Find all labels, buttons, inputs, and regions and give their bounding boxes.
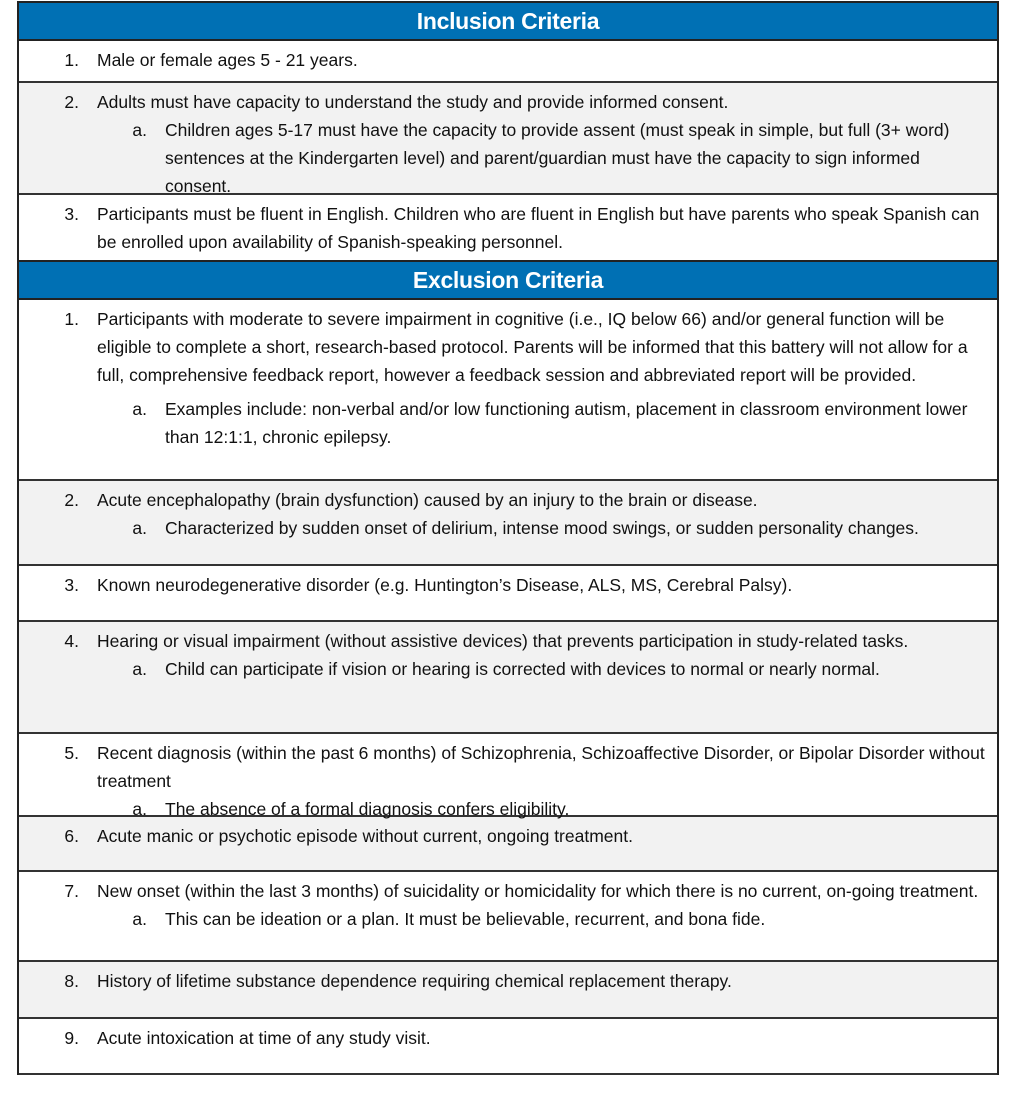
item-number: 8.	[64, 971, 79, 991]
exclusion-row-3	[19, 566, 997, 622]
sub-item-letter: a.	[132, 659, 147, 679]
sub-item-text: Children ages 5-17 must have the capacity to provide assent (must speak in simple, but full (3+ word) sentences at the Kindergarten level) and parent/guardian must have the capacity to sign informed consent.	[165, 120, 950, 196]
item-text: Known neurodegenerative disorder (e.g. Huntington’s Disease, ALS, MS, Cerebral Palsy).	[97, 575, 793, 595]
item-text: New onset (within the last 3 months) of suicidality or homicidality for which there is no current, on-going treatment.	[97, 881, 979, 901]
item-number: 3.	[64, 575, 79, 595]
sub-item-text: The absence of a formal diagnosis confers eligibility.	[165, 799, 570, 819]
inclusion-row-3	[19, 195, 997, 260]
item-text: Acute manic or psychotic episode without current, ongoing treatment.	[97, 826, 633, 846]
criteria-table	[17, 1, 999, 1075]
item-number: 9.	[64, 1028, 79, 1048]
sub-item-letter: a.	[132, 799, 147, 819]
sub-item-text: Characterized by sudden onset of delirium, intense mood swings, or sudden personality changes.	[165, 518, 919, 538]
exclusion-row-4	[19, 622, 997, 734]
exclusion-row-8	[19, 962, 997, 1019]
item-number: 3.	[64, 204, 79, 224]
exclusion-row-5	[19, 734, 997, 817]
item-text: Acute encephalopathy (brain dysfunction) caused by an injury to the brain or disease.	[97, 490, 758, 510]
sub-item-letter: a.	[132, 909, 147, 929]
exclusion-header: Exclusion Criteria	[19, 260, 997, 300]
inclusion-row-2	[19, 83, 997, 195]
exclusion-row-6	[19, 817, 997, 872]
exclusion-row-1	[19, 300, 997, 481]
item-text: Male or female ages 5 - 21 years.	[97, 50, 358, 70]
sub-item-letter: a.	[132, 120, 147, 140]
item-number: 2.	[64, 490, 79, 510]
item-text: Adults must have capacity to understand the study and provide informed consent.	[97, 92, 729, 112]
exclusion-row-7	[19, 872, 997, 962]
item-number: 2.	[64, 92, 79, 112]
item-number: 7.	[64, 881, 79, 901]
item-text: Acute intoxication at time of any study visit.	[97, 1028, 431, 1048]
item-number: 1.	[64, 309, 79, 329]
item-text: Participants must be fluent in English. Children who are fluent in English but have parents who speak Spanish can be enrolled upon availability of Spanish-speaking personnel.	[97, 204, 980, 252]
exclusion-row-2	[19, 481, 997, 566]
item-number: 4.	[64, 631, 79, 651]
inclusion-header: Inclusion Criteria	[19, 1, 997, 41]
item-number: 6.	[64, 826, 79, 846]
item-text: Recent diagnosis (within the past 6 months) of Schizophrenia, Schizoaffective Disorder, or Bipolar Disorder without treatment	[97, 743, 985, 791]
sub-item-text: Examples include: non-verbal and/or low functioning autism, placement in classroom environment lower than 12:1:1, chronic epilepsy.	[165, 399, 968, 447]
item-text: Hearing or visual impairment (without assistive devices) that prevents participation in study-related tasks.	[97, 631, 909, 651]
item-text: Participants with moderate to severe impairment in cognitive (i.e., IQ below 66) and/or general function will be eligible to complete a short, research-based protocol. Parents will be informed that this battery will not allow for a full, comprehensive feedback report, however a feedback session and abbreviated report will be provided.	[97, 309, 968, 385]
item-number: 5.	[64, 743, 79, 763]
item-text: History of lifetime substance dependence requiring chemical replacement therapy.	[97, 971, 732, 991]
sub-item-text: This can be ideation or a plan. It must be believable, recurrent, and bona fide.	[165, 909, 766, 929]
sub-item-letter: a.	[132, 518, 147, 538]
inclusion-row-1	[19, 41, 997, 83]
sub-item-letter: a.	[132, 399, 147, 419]
exclusion-row-9	[19, 1019, 997, 1075]
item-number: 1.	[64, 50, 79, 70]
sub-item-text: Child can participate if vision or hearing is corrected with devices to normal or nearly normal.	[165, 659, 880, 679]
